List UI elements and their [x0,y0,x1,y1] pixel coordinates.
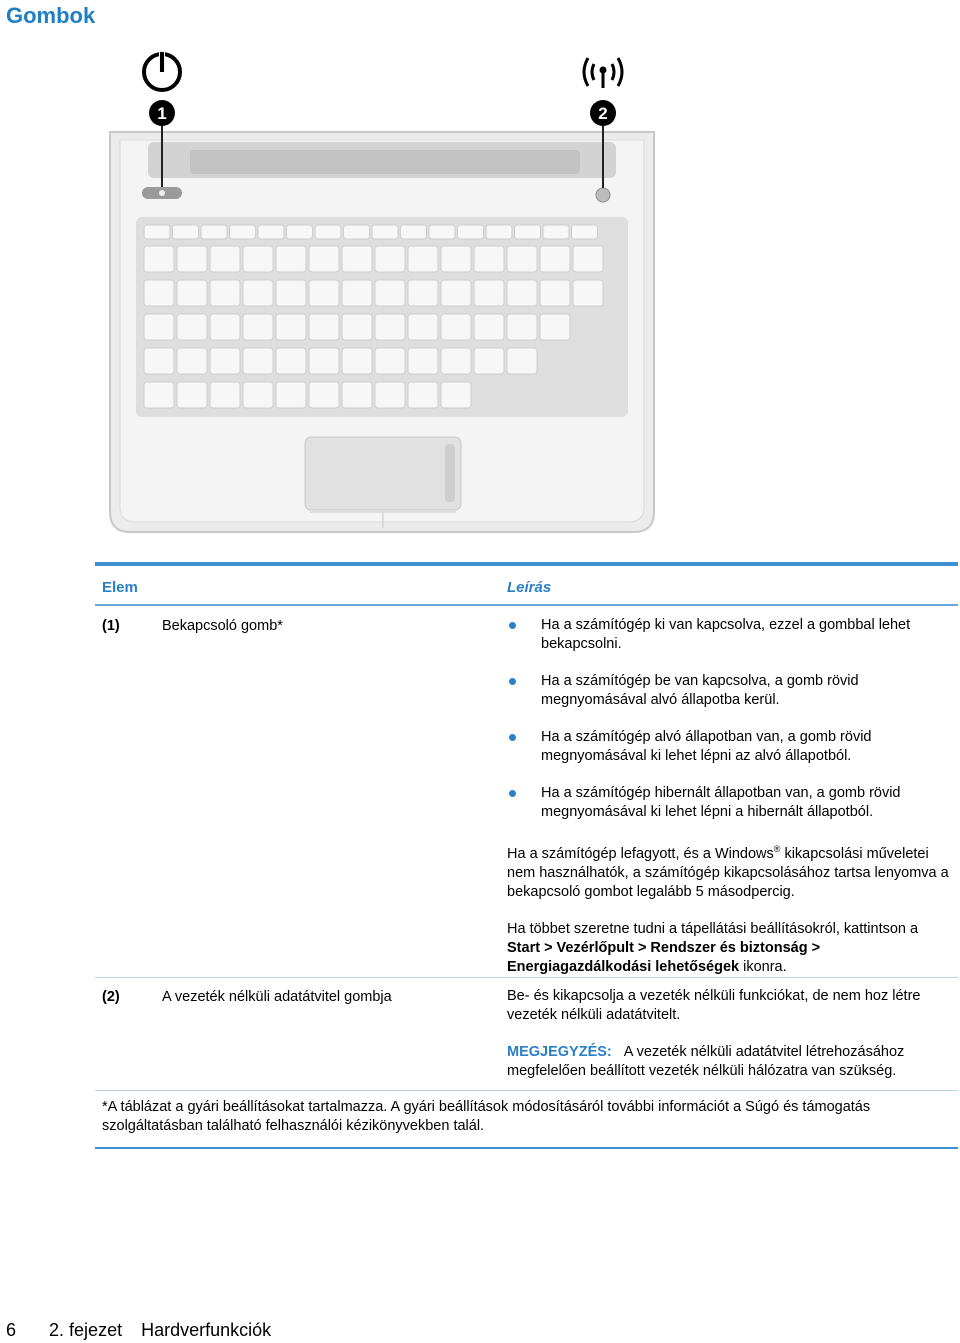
keyboard-key [342,348,372,374]
keyboard-key [342,382,372,408]
keyboard-key [474,348,504,374]
row-number: (1) [102,618,120,634]
keyboard-key [309,348,339,374]
keyboard-key [144,280,174,306]
keyboard-key [173,225,199,239]
callout-2 [590,100,616,126]
keyboard-key [342,314,372,340]
keyboard-key [573,246,603,272]
keyboard-key [408,348,438,374]
keyboard-key [474,246,504,272]
keyboard-key [144,382,174,408]
keyboard-key [309,314,339,340]
keyboard-key [408,280,438,306]
keyboard-key [177,348,207,374]
keyboard-key [342,246,372,272]
keyboard-key [210,348,240,374]
keyboard-key [375,246,405,272]
laptop-illustration [108,42,656,537]
keyboard-key [401,225,427,239]
keyboard-key [474,314,504,340]
keyboard-key [572,225,598,239]
keyboard-key [515,225,541,239]
keyboard-key [243,314,273,340]
keyboard-key [144,246,174,272]
keyboard-key [276,246,306,272]
list-item: Ha a számítógép alvó állapotban van, a gomb rövid megnyomásával ki lehet lépni az alvó állapotból. [507,728,953,766]
keyboard-key [243,348,273,374]
keyboard-key [144,225,170,239]
page-heading: Gombok [6,3,96,28]
keyboard-key [210,246,240,272]
keyboard-key [230,225,256,239]
keyboard-key [540,280,570,306]
power-settings-paragraph: Ha többet szeretne tudni a tápellátási beállításokról, kattintson a Start > Vezérlőpult > Rendszer és biztonság > Energiagazdálkodási lehetőségek ikonra. [507,920,919,975]
keyboard-key [458,225,484,239]
keyboard-key [408,382,438,408]
keyboard-key [441,280,471,306]
keyboard-key [543,225,569,239]
row-name: Bekapcsoló gomb* [162,618,283,634]
keyboard-key [375,348,405,374]
laptop-keyboard-image [108,42,656,537]
keyboard-key [507,314,537,340]
callout-1 [149,100,175,126]
keyboard-key [540,314,570,340]
keyboard-key [309,382,339,408]
keyboard-key [276,280,306,306]
wireless-description: Be- és kikapcsolja a vezeték nélküli funkciókat, de nem hoz létre vezeték nélküli adatátvitelt. [507,988,921,1023]
row-separator [95,977,958,978]
list-item: Ha a számítógép hibernált állapotban van, a gomb rövid megnyomásával ki lehet lépni a hibernált állapotból. [507,784,953,822]
keyboard-key [177,314,207,340]
keyboard-key [309,246,339,272]
keyboard-key [210,314,240,340]
table-bottom-rule [95,1147,958,1149]
keyboard-key [276,382,306,408]
note-label: MEGJEGYZÉS: [507,1044,612,1060]
keyboard-key [309,280,339,306]
wireless-icon [584,58,622,88]
bullet-list [507,616,953,822]
list-item: Ha a számítógép be van kapcsolva, a gomb rövid megnyomásával alvó állapotba kerül. [507,672,953,710]
keyboard-key [210,280,240,306]
keyboard-key [408,246,438,272]
control-panel-path: Start > Vezérlőpult > Rendszer és biztonság > Energiagazdálkodási lehetőségek [507,939,821,975]
table-header [95,566,958,604]
keyboard-key [474,280,504,306]
keyboard-key [540,246,570,272]
keyboard-key [573,280,603,306]
buttons-table [95,562,958,975]
page-number: 6 [6,1320,17,1340]
list-item: Ha a számítógép ki van kapcsolva, ezzel a gombbal lehet bekapcsolni. [507,616,953,654]
row-name: A vezeték nélküli adatátvitel gombja [162,989,392,1005]
keyboard-key [408,314,438,340]
keyboard-key [344,225,370,239]
keyboard-key [201,225,227,239]
keyboard-key [372,225,398,239]
power-icon [144,50,180,90]
keyboard-key [243,280,273,306]
note-text: A vezeték nélküli adatátvitel létrehozásához megfelelően beállított vezeték nélküli hálózatra van szükség. [507,1044,905,1079]
keyboard-key [375,314,405,340]
row-separator [95,1090,958,1091]
keyboard-key [507,246,537,272]
row-number: (2) [102,989,120,1005]
keyboard-key [507,280,537,306]
keyboard-key [342,280,372,306]
keyboard-key [243,382,273,408]
svg-text:1: 1 [157,104,167,123]
keyboard-key [243,246,273,272]
note [507,1043,953,1081]
chapter-title: Hardverfunkciók [141,1320,272,1340]
keyboard-key [177,280,207,306]
row-description [507,616,953,995]
keyboard-key [276,348,306,374]
keyboard-key [276,314,306,340]
chapter-label: 2. fejezet [49,1320,123,1340]
keyboard-key [375,280,405,306]
svg-text:2: 2 [598,104,608,123]
keyboard-key [144,348,174,374]
keyboard-key [177,382,207,408]
keyboard-key [287,225,313,239]
keyboard-key [375,382,405,408]
keyboard-key [507,348,537,374]
keyboard-key [258,225,284,239]
keyboard-key [441,382,471,408]
keyboard-key [144,314,174,340]
keyboard-key [441,246,471,272]
keyboard-key [177,246,207,272]
keyboard-key [441,348,471,374]
row-description [507,987,953,1081]
keyboard-key [429,225,455,239]
page-footer [6,1320,285,1341]
freeze-paragraph: Ha a számítógép lefagyott, és a Windows® kikapcsolási műveletei nem használhatók, a számítógép kikapcsolásához tartsa lenyomva a bekapcsoló gombot legalább 5 másodpercig. [507,844,949,900]
keyboard-key [315,225,341,239]
keyboard-key [210,382,240,408]
header-leiras: Leírás [507,579,552,596]
keyboard-key [441,314,471,340]
table-footnote: *A táblázat a gyári beállításokat tartalmazza. A gyári beállítások módosításáról további információt a Súgó és támogatás szolgáltatásban található felhasználói kézikönyvekben talál. [102,1099,871,1134]
header-rule [95,604,958,606]
keyboard-key [486,225,512,239]
header-elem: Elem [102,579,138,596]
